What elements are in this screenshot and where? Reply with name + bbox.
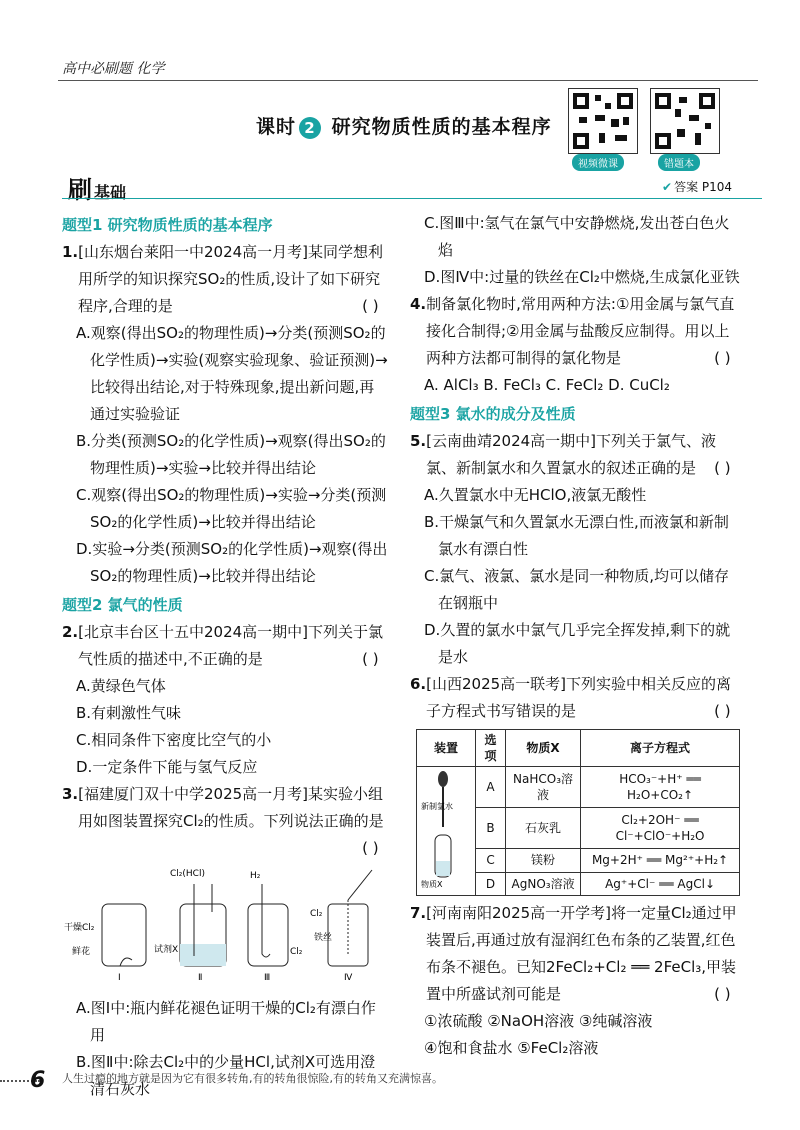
fig-label: Ⅳ [344,973,353,983]
right-column [410,210,740,1062]
fig-label: Ⅰ [118,973,121,983]
answer-blank: ( ) [362,839,379,857]
question-type-3: 题型3 氯水的成分及性质 [410,405,576,423]
section-rule [62,198,762,199]
table-cell: B [476,808,506,849]
option: B.有刺激性气味 [76,704,182,722]
table-cell: Mg+2H⁺ ══ Mg²⁺+H₂↑ [581,849,740,872]
fig-label: 鲜花 [72,947,91,957]
question-stem: [山东烟台莱阳一中2024高一月考]某同学想利用所学的知识探究SO₂的性质,设计了如下研究程序,合理的是 [78,243,384,315]
fig-label: Cl₂(HCl) [170,869,205,879]
question-number: 1. [62,243,79,261]
page-number: 6 [30,1068,46,1093]
question-number: 6. [410,675,427,693]
question-5 [410,428,740,482]
option: A.图Ⅰ中:瓶内鲜花褪色证明干燥的Cl₂有漂白作用 [76,999,376,1044]
option-line: ①浓硫酸 ②NaOH溶液 ③纯碱溶液 [424,1012,653,1030]
question-stem: [北京丰台区十五中2024高一期中]下列关于氯气性质的描述中,不正确的是 [78,623,384,668]
question-type-2: 题型2 氯气的性质 [62,596,183,614]
answer-reference[interactable] [662,178,732,195]
question-7 [410,900,740,1008]
table-cell: 石灰乳 [506,808,581,849]
question-number: 2. [62,623,79,641]
qr-label-video: 视频微课 [572,154,624,171]
question-2 [62,619,388,673]
table-cell: AgNO₃溶液 [506,872,581,895]
question-1 [62,239,388,320]
dropper-figure [421,769,471,889]
table-cell: 镁粉 [506,849,581,872]
lesson-title [256,112,552,139]
table-cell: A [476,767,506,808]
answer-blank: ( ) [362,297,379,315]
table-header: 离子方程式 [581,730,740,767]
fig-label: Cl₂ [310,909,323,919]
qr-icon [569,89,637,153]
table-cell: D [476,872,506,895]
table-cell: Cl₂+2OH⁻ ══ Cl⁻+ClO⁻+H₂O [581,808,740,849]
question-4 [410,291,740,372]
section-label: 基础 [94,183,127,202]
answer-ref-text: 答案 P104 [674,180,733,194]
option: D.久置的氯水中氯气几乎完全挥发掉,剩下的就是水 [424,621,731,666]
option-line: ④饱和食盐水 ⑤FeCl₂溶液 [424,1039,599,1057]
fig-label: 铁丝 [314,933,333,943]
left-column [62,210,388,1103]
ion-equation-table [416,729,740,896]
answer-blank: ( ) [714,702,731,720]
lesson-name: 研究物质性质的基本程序 [331,116,552,138]
answer-blank: ( ) [714,349,731,367]
fig-label: 物质X [421,880,443,889]
question-3 [62,781,388,857]
option: D.图Ⅳ中:过量的铁丝在Cl₂中燃烧,生成氯化亚铁 [424,268,740,286]
option: A.观察(得出SO₂的物理性质)→分类(预测SO₂的化学性质)→实验(观察实验现象、验证预测)→比较得出结论,对于特殊现象,提出新问题,再通过实验验证 [76,324,388,423]
option: D.一定条件下能与氢气反应 [76,758,258,776]
option: C.观察(得出SO₂的物理性质)→实验→分类(预测SO₂的化学性质)→比较并得出结论 [76,486,387,531]
table-header: 装置 [417,730,476,767]
check-icon: ✔ [662,180,673,194]
option: C.图Ⅲ中:氢气在氯气中安静燃烧,发出苍白色火焰 [424,214,730,259]
question-stem: [福建厦门双十中学2025高一月考]某实验小组用如图装置探究Cl₂的性质。下列说法正确的是 [78,785,384,830]
option: B.干燥氯气和久置氯水无漂白性,而液氯和新制氯水有漂白性 [424,513,729,558]
table-cell: NaHCO₃溶液 [506,767,581,808]
table-cell: C [476,849,506,872]
apparatus-figure [62,864,388,984]
question-number: 4. [410,295,427,313]
footer-motto: 人生过瘾的地方就是因为它有很多转角,有的转角很惊险,有的转角又充满惊喜。 [62,1072,443,1085]
question-6 [410,671,740,725]
question-stem: [河南南阳2025高一开学考]将一定量Cl₂通过甲装置后,再通过放有湿润红色布条的乙装置,红色布条不褪色。已知2FeCl₂+Cl₂ ══ 2FeCl₃,甲装置中所盛试剂可能是 [426,904,737,1003]
option: A.黄绿色气体 [76,677,166,695]
question-stem: [云南曲靖2024高一期中]下列关于氯气、液氯、新制氯水和久置氯水的叙述正确的是 [426,432,717,477]
option: B.图Ⅱ中:除去Cl₂中的少量HCl,试剂X可选用澄清石灰水 [76,1053,376,1098]
running-header: 高中必刷题 化学 [62,61,165,77]
option: A.久置氯水中无HClO,液氯无酸性 [424,486,647,504]
answer-blank: ( ) [714,985,731,1003]
answer-blank: ( ) [714,459,731,477]
table-header: 物质X [506,730,581,767]
table-header: 选项 [476,730,506,767]
question-type-1: 题型1 研究物质性质的基本程序 [62,216,273,234]
qr-code-video[interactable] [568,88,638,154]
lesson-prefix: 课时 [256,116,297,138]
fig-label: Cl₂ [290,947,303,957]
shua-mark: 刷 [68,176,92,204]
option: B.分类(预测SO₂的化学性质)→观察(得出SO₂的物理性质)→实验→比较并得出结论 [76,432,386,477]
fig-label: 干燥Cl₂ [64,923,95,933]
question-number: 7. [410,904,427,922]
fig-label: H₂ [250,871,261,881]
fig-label: Ⅱ [198,973,203,983]
fig-label: Ⅲ [264,973,271,983]
qr-label-errors: 错题本 [658,154,700,171]
option-line: A. AlCl₃ B. FeCl₃ C. FeCl₂ D. CuCl₂ [424,376,670,394]
question-number: 5. [410,432,427,450]
dropper-figure-cell [417,767,476,896]
question-stem: 制备氯化物时,常用两种方法:①用金属与氯气直接化合制得;②用金属与盐酸反应制得。用以上两种方法都可制得的氯化物是 [426,295,735,367]
table-cell: HCO₃⁻+H⁺ ══ H₂O+CO₂↑ [581,767,740,808]
section-banner [68,170,126,205]
question-stem: [山西2025高一联考]下列实验中相关反应的离子方程式书写错误的是 [426,675,732,720]
header-rule [58,80,758,81]
option: C.相同条件下密度比空气的小 [76,731,272,749]
answer-blank: ( ) [362,650,379,668]
qr-code-errors[interactable] [650,88,720,154]
qr-icon [651,89,719,153]
fig-label: 新制氯水 [421,802,453,811]
table-cell: Ag⁺+Cl⁻ ══ AgCl↓ [581,872,740,895]
option: C.氯气、液氯、氯水是同一种物质,均可以储存在钢瓶中 [424,567,730,612]
question-number: 3. [62,785,79,803]
fig-label: 试剂X [154,945,179,955]
option: D.实验→分类(预测SO₂的化学性质)→观察(得出SO₂的物理性质)→比较并得出结论 [76,540,388,585]
lesson-number: 2 [299,117,321,139]
